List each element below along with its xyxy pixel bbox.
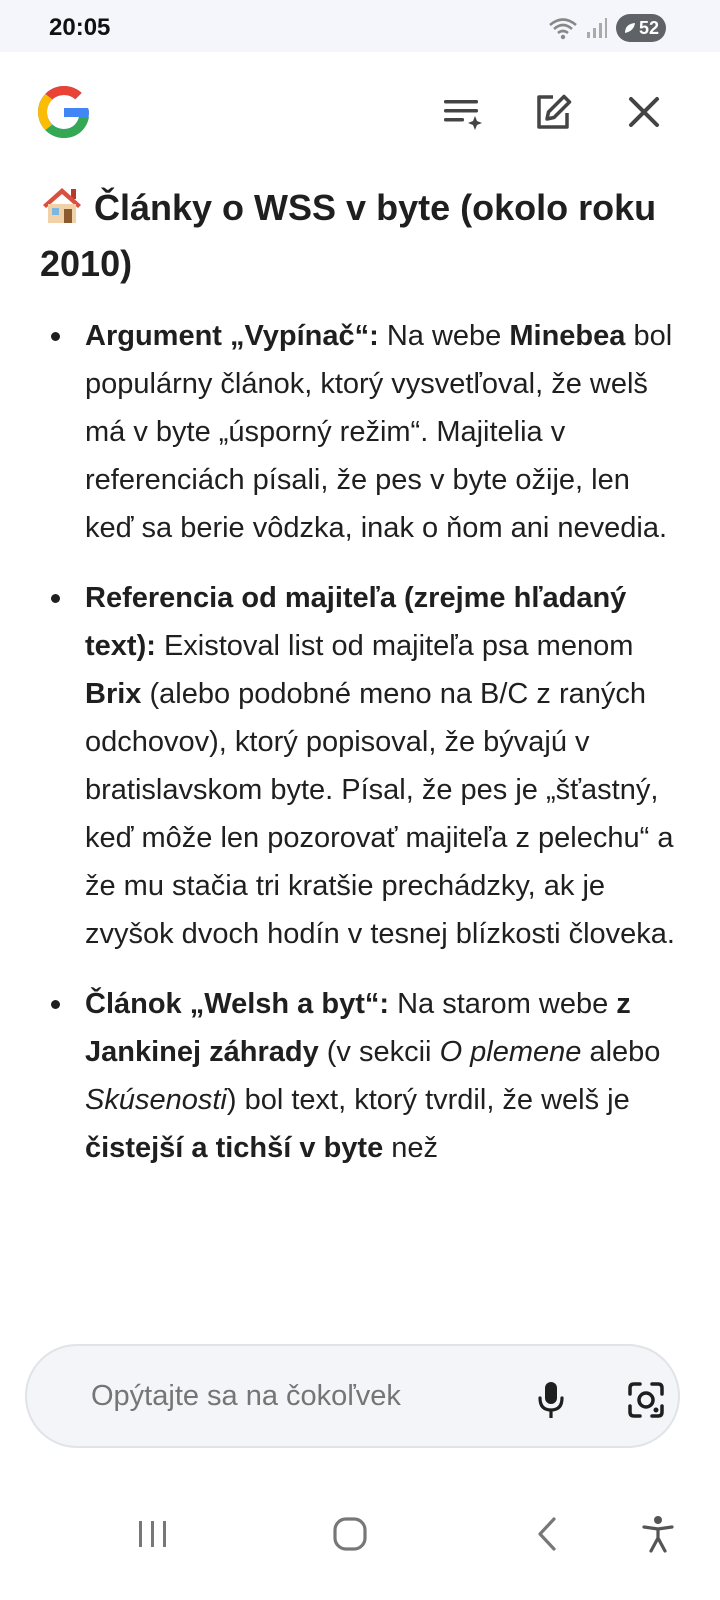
status-time: 20:05 <box>49 14 111 41</box>
bullet-text-segment: Minebea <box>509 320 626 352</box>
system-nav-bar <box>0 1480 720 1600</box>
battery-level: 52 <box>638 17 660 38</box>
edit-icon <box>531 90 575 134</box>
bullet-item <box>0 574 720 958</box>
bullet-text-segment: Na webe <box>378 320 510 352</box>
status-bar <box>0 0 720 52</box>
bullet-text-segment: z Jankinej záhrady <box>85 988 631 1068</box>
accessibility-button[interactable] <box>626 1502 690 1566</box>
google-g-icon[interactable] <box>32 80 96 144</box>
back-button[interactable] <box>515 1502 579 1566</box>
status-icons <box>548 14 666 42</box>
bullet-list <box>0 312 720 1194</box>
bullet-text-segment: Na starom webe <box>389 988 617 1020</box>
accessibility-icon <box>639 1514 677 1554</box>
wifi-icon <box>548 16 578 40</box>
close-button[interactable] <box>618 86 670 138</box>
lens-button[interactable] <box>622 1376 670 1424</box>
microphone-icon <box>535 1380 567 1420</box>
bullet-text-segment: (v sekcii <box>318 1036 440 1068</box>
bullet-text-segment: Referencia od majiteľa (zrejme hľadaný text): <box>85 582 627 662</box>
answer-heading <box>40 180 680 292</box>
search-input[interactable] <box>91 1380 511 1413</box>
bullet-text-segment: (alebo podobné meno na B/C z raných odchovov), ktorý popisoval, že bývajú v bratislavskom byte. Písal, že pes je „šťastný, keď môže len pozorovať majiteľa z pelechu“ a že mu stačia tri kratšie prechádzky, ak je zvyšok dvoch hodín v tesnej blízkosti človeka. <box>85 678 675 950</box>
signal-icon <box>586 17 608 39</box>
bullet-item <box>0 312 720 552</box>
page-title: Články o WSS v byte (okolo roku 2010) <box>40 187 657 284</box>
bullet-text-segment: Existoval list od majiteľa psa menom <box>155 630 634 662</box>
microphone-button[interactable] <box>527 1376 575 1424</box>
bullet-text-segment: Článok „Welsh a byt“: <box>85 988 390 1020</box>
bullet-text-segment: bol populárny článok, ktorý vysvetľoval, že welš má v byte „úsporný režim“. Majitelia v referenciách písali, že pes v byte ožije, len keď sa berie vôdzka, inak o ňom ani nevedia. <box>85 320 673 544</box>
history-list-button[interactable] <box>436 86 488 138</box>
house-emoji-icon <box>40 183 84 227</box>
bullet-text-segment: alebo <box>581 1036 661 1068</box>
battery-saver-icon <box>623 21 637 35</box>
back-icon <box>532 1515 562 1553</box>
bullet-text-segment: Argument „Vypínač“: <box>85 320 379 352</box>
history-list-icon <box>440 92 484 132</box>
answer-content <box>0 172 720 1340</box>
close-icon <box>624 92 664 132</box>
bullet-text-segment: Brix <box>85 678 142 710</box>
recent-apps-button[interactable] <box>121 1502 185 1566</box>
battery-indicator <box>616 14 666 42</box>
home-button[interactable] <box>318 1502 382 1566</box>
edit-button[interactable] <box>527 86 579 138</box>
bullet-text-segment: O plemene <box>439 1036 582 1068</box>
recent-apps-icon <box>135 1518 171 1550</box>
bullet-item <box>0 980 720 1172</box>
search-bar[interactable] <box>25 1344 680 1448</box>
bullet-text-segment: než <box>383 1132 439 1164</box>
input-area <box>0 1330 720 1480</box>
app-header <box>0 52 720 164</box>
bullet-text-segment: ) bol text, ktorý tvrdil, že welš je <box>226 1084 630 1116</box>
bullet-text-segment: Skúsenosti <box>85 1084 227 1116</box>
bullet-text-segment: čistejší a tichší v byte <box>85 1132 384 1164</box>
camera-lens-icon <box>626 1380 666 1420</box>
home-icon <box>331 1515 369 1553</box>
